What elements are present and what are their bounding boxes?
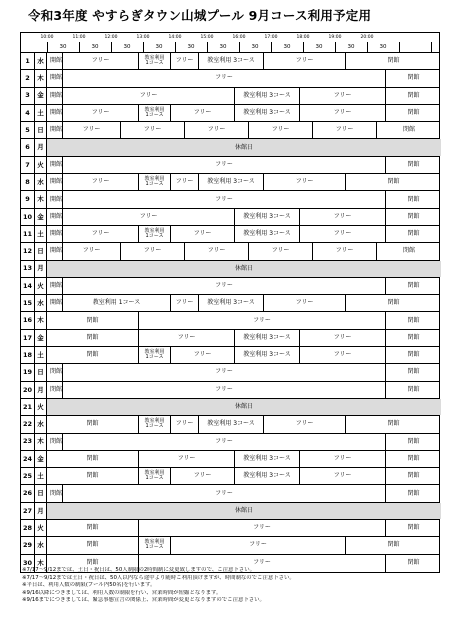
schedule-segment: フリー bbox=[63, 174, 139, 190]
note-line: ※7/17〜9/12までは土日・祝日は、50人以内なら途中より随時ご利用頂けますが、時間制なのでご注意下さい。 bbox=[22, 574, 295, 581]
schedule-segment: 教室利用 3コース bbox=[199, 53, 264, 69]
schedule-row bbox=[21, 295, 439, 312]
weekday: 水 bbox=[35, 537, 47, 553]
schedule-segment: フリー bbox=[63, 434, 386, 450]
time-header bbox=[20, 32, 440, 52]
weekday: 月 bbox=[35, 139, 47, 155]
weekday: 金 bbox=[35, 88, 47, 104]
schedule-row bbox=[21, 278, 439, 295]
schedule-segment: フリー bbox=[63, 53, 139, 69]
day-number: 23 bbox=[21, 434, 35, 450]
day-number: 3 bbox=[21, 88, 35, 104]
schedule-segment: 開館 bbox=[47, 157, 63, 173]
schedule-segment: フリー bbox=[171, 468, 235, 484]
hour-label: 12:00 bbox=[104, 35, 118, 40]
schedule-segment: フリー bbox=[171, 347, 235, 363]
day-number: 20 bbox=[21, 382, 35, 398]
segment-line: 教室利用 bbox=[144, 538, 165, 545]
schedule-segment: 閉館 bbox=[407, 351, 420, 359]
schedule-segment: 閉館 bbox=[407, 109, 420, 117]
schedule-segment: フリー bbox=[300, 105, 386, 121]
schedule-segment: フリー bbox=[300, 88, 386, 104]
day-number: 26 bbox=[21, 485, 35, 501]
schedule-segment bbox=[139, 347, 171, 363]
hour-label: 18:00 bbox=[296, 35, 310, 40]
segment-line: 1コース bbox=[145, 233, 164, 240]
schedule-segment: 閉館 bbox=[387, 178, 400, 186]
weekday: 木 bbox=[35, 312, 47, 328]
schedule-segment: 開館 bbox=[47, 122, 63, 138]
schedule-grid bbox=[20, 52, 440, 573]
schedule-segment: 閉館 bbox=[387, 57, 400, 65]
half-hour-label: 30 bbox=[123, 44, 131, 50]
segment-line: 1コース bbox=[145, 354, 164, 361]
schedule-segment: 閉館 bbox=[407, 160, 420, 168]
segment-line: 1コース bbox=[145, 60, 164, 67]
schedule-row bbox=[21, 226, 439, 243]
weekday: 日 bbox=[35, 485, 47, 501]
schedule-segment: フリー bbox=[63, 157, 386, 173]
schedule-segment: フリー bbox=[300, 347, 386, 363]
schedule-segment: フリー bbox=[185, 243, 249, 259]
schedule-segment: 閉館 bbox=[407, 316, 420, 324]
day-number: 27 bbox=[21, 503, 35, 519]
day-number: 21 bbox=[21, 399, 35, 415]
weekday: 月 bbox=[35, 261, 47, 277]
schedule-segment: 閉館 bbox=[387, 541, 400, 549]
weekday: 土 bbox=[35, 347, 47, 363]
weekday: 水 bbox=[35, 416, 47, 432]
day-number: 16 bbox=[21, 312, 35, 328]
schedule-segment bbox=[139, 105, 171, 121]
schedule-segment: 教室利用 1コース bbox=[63, 295, 171, 311]
weekday: 火 bbox=[35, 520, 47, 536]
schedule-row bbox=[21, 312, 439, 329]
weekday: 水 bbox=[35, 53, 47, 69]
hour-label: 13:00 bbox=[136, 35, 150, 40]
day-number: 13 bbox=[21, 261, 35, 277]
schedule-segment: フリー bbox=[249, 122, 313, 138]
segment-line: 1コース bbox=[145, 544, 164, 551]
weekday: 日 bbox=[35, 243, 47, 259]
schedule-segment: フリー bbox=[63, 209, 235, 225]
day-number: 7 bbox=[21, 157, 35, 173]
schedule-segment: 休館日 bbox=[47, 399, 441, 415]
schedule-segment bbox=[139, 53, 171, 69]
schedule-segment: 閉館 bbox=[407, 195, 420, 203]
schedule-segment: フリー bbox=[300, 451, 386, 467]
segment-line: 1コース bbox=[145, 475, 164, 482]
schedule-segment: フリー bbox=[63, 105, 139, 121]
schedule-row bbox=[21, 261, 439, 278]
schedule-segment: 教室利用 3コース bbox=[199, 295, 264, 311]
schedule-segment: フリー bbox=[185, 122, 249, 138]
schedule-row bbox=[21, 520, 439, 537]
schedule-segment bbox=[139, 537, 171, 553]
hour-label: 19:00 bbox=[328, 35, 342, 40]
weekday: 木 bbox=[35, 555, 47, 572]
hour-label: 20:00 bbox=[360, 35, 374, 40]
schedule-segment: フリー bbox=[139, 451, 235, 467]
schedule-segment: フリー bbox=[121, 122, 185, 138]
schedule-segment bbox=[139, 468, 171, 484]
schedule-segment: 閉館 bbox=[47, 520, 139, 536]
weekday: 土 bbox=[35, 226, 47, 242]
schedule-row bbox=[21, 347, 439, 364]
schedule-segment: フリー bbox=[264, 416, 346, 432]
schedule-segment: フリー bbox=[63, 70, 386, 86]
weekday: 日 bbox=[35, 364, 47, 380]
segment-line: 教室利用 bbox=[144, 417, 165, 424]
schedule-segment: 閉館 bbox=[47, 312, 139, 328]
schedule-segment: フリー bbox=[300, 226, 386, 242]
schedule-segment: 閉館 bbox=[407, 454, 420, 462]
schedule-segment: フリー bbox=[171, 416, 199, 432]
schedule-segment: 閉館 bbox=[407, 368, 420, 376]
schedule-segment: フリー bbox=[300, 468, 386, 484]
page-title: 令和3年度 やすらぎタウン山城プール 9月コース利用予定用 bbox=[28, 8, 372, 23]
schedule-segment: 開館 bbox=[47, 88, 63, 104]
schedule-segment: フリー bbox=[63, 364, 386, 380]
schedule-segment: 教室利用 3コース bbox=[235, 330, 300, 346]
schedule-row bbox=[21, 88, 439, 105]
schedule-segment: 開館 bbox=[47, 209, 63, 225]
day-number: 18 bbox=[21, 347, 35, 363]
schedule-segment: フリー bbox=[171, 537, 346, 553]
weekday: 木 bbox=[35, 434, 47, 450]
schedule-segment: 閉館 bbox=[402, 126, 415, 134]
schedule-row bbox=[21, 416, 439, 433]
schedule-segment: フリー bbox=[300, 330, 386, 346]
schedule-segment: 休館日 bbox=[47, 261, 441, 277]
half-hour-label: 30 bbox=[91, 44, 99, 50]
schedule-segment bbox=[139, 416, 171, 432]
hour-label: 11:00 bbox=[72, 35, 86, 40]
schedule-segment: フリー bbox=[264, 295, 346, 311]
schedule-segment: フリー bbox=[171, 174, 199, 190]
schedule-segment: フリー bbox=[63, 485, 386, 501]
schedule-segment: フリー bbox=[63, 122, 121, 138]
day-number: 4 bbox=[21, 105, 35, 121]
schedule-segment: 教室利用 3コース bbox=[235, 451, 300, 467]
schedule-segment: フリー bbox=[171, 226, 235, 242]
schedule-row bbox=[21, 70, 439, 87]
segment-line: 教室利用 bbox=[144, 175, 165, 182]
day-number: 29 bbox=[21, 537, 35, 553]
schedule-segment: 開館 bbox=[47, 243, 63, 259]
schedule-row bbox=[21, 209, 439, 226]
day-number: 8 bbox=[21, 174, 35, 190]
schedule-segment: 開館 bbox=[47, 105, 63, 121]
segment-line: 教室利用 bbox=[144, 469, 165, 476]
schedule-segment: 閉館 bbox=[47, 485, 63, 501]
weekday: 土 bbox=[35, 468, 47, 484]
schedule-segment: フリー bbox=[264, 53, 346, 69]
day-number: 24 bbox=[21, 451, 35, 467]
schedule-row bbox=[21, 330, 439, 347]
day-number: 25 bbox=[21, 468, 35, 484]
schedule-segment: 教室利用 3コース bbox=[235, 468, 300, 484]
schedule-segment: フリー bbox=[249, 243, 313, 259]
day-number: 19 bbox=[21, 364, 35, 380]
schedule-segment: 閉館 bbox=[407, 333, 420, 341]
schedule-segment: フリー bbox=[139, 520, 386, 536]
schedule-segment: 開館 bbox=[47, 295, 63, 311]
schedule-segment: 閉館 bbox=[407, 212, 420, 220]
day-number: 15 bbox=[21, 295, 35, 311]
schedule-segment: 閉館 bbox=[407, 489, 420, 497]
notes-section bbox=[22, 567, 442, 605]
segment-line: 1コース bbox=[145, 181, 164, 188]
weekday: 金 bbox=[35, 209, 47, 225]
half-hour-label: 30 bbox=[347, 44, 355, 50]
schedule-segment: 開館 bbox=[47, 53, 63, 69]
day-number: 22 bbox=[21, 416, 35, 432]
schedule-segment: 閉館 bbox=[47, 555, 139, 572]
half-hour-label: 30 bbox=[155, 44, 163, 50]
schedule-segment: 閉館 bbox=[47, 416, 139, 432]
schedule-segment: 閉館 bbox=[407, 559, 420, 567]
schedule-segment bbox=[139, 174, 171, 190]
schedule-row bbox=[21, 139, 439, 156]
schedule-segment: 閉館 bbox=[407, 385, 420, 393]
day-number: 30 bbox=[21, 555, 35, 572]
schedule-segment: 閉館 bbox=[387, 299, 400, 307]
schedule-segment bbox=[139, 226, 171, 242]
schedule-segment: フリー bbox=[139, 330, 235, 346]
schedule-row bbox=[21, 243, 439, 260]
weekday: 火 bbox=[35, 278, 47, 294]
day-number: 14 bbox=[21, 278, 35, 294]
schedule-segment: 教室利用 3コース bbox=[235, 88, 300, 104]
schedule-segment: 休館日 bbox=[47, 139, 441, 155]
day-number: 6 bbox=[21, 139, 35, 155]
schedule-row bbox=[21, 468, 439, 485]
schedule-segment: 閉館 bbox=[47, 537, 139, 553]
schedule-segment: フリー bbox=[139, 555, 386, 572]
schedule-segment: 教室利用 3コース bbox=[199, 174, 264, 190]
weekday: 木 bbox=[35, 191, 47, 207]
schedule-segment: 閉館 bbox=[47, 364, 63, 380]
schedule-segment: フリー bbox=[313, 122, 377, 138]
schedule-segment: フリー bbox=[171, 105, 235, 121]
schedule-segment: フリー bbox=[139, 312, 386, 328]
schedule-segment: 閉館 bbox=[47, 451, 139, 467]
schedule-segment: フリー bbox=[121, 243, 185, 259]
segment-line: 教室利用 bbox=[144, 348, 165, 355]
half-hour-label: 30 bbox=[219, 44, 227, 50]
schedule-segment: 開館 bbox=[47, 191, 63, 207]
schedule-segment: 閉館 bbox=[407, 437, 420, 445]
day-number: 12 bbox=[21, 243, 35, 259]
weekday: 月 bbox=[35, 382, 47, 398]
segment-line: 教室利用 bbox=[144, 106, 165, 113]
weekday: 水 bbox=[35, 295, 47, 311]
schedule-segment: 開館 bbox=[47, 226, 63, 242]
schedule-segment: フリー bbox=[63, 243, 121, 259]
note-line: ※平日は、利用人数の制限(プール内50名)を行います。 bbox=[22, 582, 156, 588]
weekday: 金 bbox=[35, 451, 47, 467]
schedule-segment: 教室利用 3コース bbox=[235, 347, 300, 363]
half-hour-label: 30 bbox=[315, 44, 323, 50]
day-number: 10 bbox=[21, 209, 35, 225]
schedule-segment: フリー bbox=[63, 88, 235, 104]
schedule-segment: 閉館 bbox=[407, 74, 420, 82]
schedule-row bbox=[21, 451, 439, 468]
day-number: 2 bbox=[21, 70, 35, 86]
schedule-segment: 閉館 bbox=[402, 247, 415, 255]
schedule-segment: 開館 bbox=[47, 174, 63, 190]
schedule-segment: フリー bbox=[63, 382, 386, 398]
schedule-row bbox=[21, 382, 439, 399]
schedule-row bbox=[21, 157, 439, 174]
hour-label: 14:00 bbox=[168, 35, 182, 40]
schedule-segment: 開館 bbox=[47, 70, 63, 86]
hour-label: 17:00 bbox=[264, 35, 278, 40]
schedule-row bbox=[21, 503, 439, 520]
day-number: 9 bbox=[21, 191, 35, 207]
schedule-segment: 休館日 bbox=[47, 503, 441, 519]
schedule-row bbox=[21, 434, 439, 451]
weekday: 火 bbox=[35, 157, 47, 173]
schedule-segment: フリー bbox=[63, 226, 139, 242]
day-number: 17 bbox=[21, 330, 35, 346]
half-hour-label: 30 bbox=[187, 44, 195, 50]
half-hour-label: 30 bbox=[283, 44, 291, 50]
weekday: 日 bbox=[35, 122, 47, 138]
schedule-segment: フリー bbox=[264, 174, 346, 190]
segment-line: 教室利用 bbox=[144, 227, 165, 234]
day-number: 5 bbox=[21, 122, 35, 138]
segment-line: 1コース bbox=[145, 112, 164, 119]
hour-label: 16:00 bbox=[232, 35, 246, 40]
schedule-row bbox=[21, 537, 439, 554]
hour-label: 15:00 bbox=[200, 35, 214, 40]
half-hour-label: 30 bbox=[59, 44, 67, 50]
hour-label: 10:00 bbox=[40, 35, 54, 40]
schedule-row bbox=[21, 364, 439, 381]
schedule-segment: フリー bbox=[171, 53, 199, 69]
schedule-segment: 教室利用 3コース bbox=[235, 209, 300, 225]
schedule-segment: フリー bbox=[63, 278, 386, 294]
schedule-segment: 教室利用 3コース bbox=[235, 105, 300, 121]
schedule-segment: フリー bbox=[313, 243, 377, 259]
schedule-segment: 教室利用 3コース bbox=[235, 226, 300, 242]
schedule-segment: 閉館 bbox=[387, 420, 400, 428]
schedule-segment: 閉館 bbox=[47, 330, 139, 346]
weekday: 月 bbox=[35, 503, 47, 519]
schedule-row bbox=[21, 399, 439, 416]
schedule-segment: 閉館 bbox=[407, 230, 420, 238]
schedule-segment: フリー bbox=[171, 295, 199, 311]
schedule-segment: 閉館 bbox=[47, 468, 139, 484]
half-hour-label: 30 bbox=[251, 44, 259, 50]
half-hour-label: 30 bbox=[379, 44, 387, 50]
schedule-segment: 閉館 bbox=[407, 472, 420, 480]
schedule-segment: 閉館 bbox=[407, 91, 420, 99]
schedule-segment: 開館 bbox=[47, 278, 63, 294]
weekday: 木 bbox=[35, 70, 47, 86]
note-line: ※7/17〜9/12までは、土日・祝日は、50人制限の2時間制に変更致しますので、ご注意下さい。 bbox=[22, 567, 255, 573]
segment-line: 1コース bbox=[145, 423, 164, 430]
note-line: ※9/16までにつきましては、緊急事態宣言の関係上、営業時間が変更となりますのでご注意下さい。 bbox=[22, 597, 265, 603]
schedule-segment: 閉館 bbox=[407, 524, 420, 532]
weekday: 水 bbox=[35, 174, 47, 190]
schedule-segment: フリー bbox=[300, 209, 386, 225]
day-number: 11 bbox=[21, 226, 35, 242]
schedule-row bbox=[21, 485, 439, 502]
note-line: ※9/16以降につきましては、利用人数の制限を行い、営業時間が短縮となります。 bbox=[22, 589, 222, 596]
weekday: 土 bbox=[35, 105, 47, 121]
schedule-row bbox=[21, 174, 439, 191]
weekday: 火 bbox=[35, 399, 47, 415]
schedule-segment: 閉館 bbox=[47, 434, 63, 450]
schedule-row bbox=[21, 191, 439, 208]
schedule-segment: 閉館 bbox=[47, 347, 139, 363]
day-number: 28 bbox=[21, 520, 35, 536]
schedule-row bbox=[21, 122, 439, 139]
schedule-row bbox=[21, 53, 439, 70]
segment-line: 教室利用 bbox=[144, 54, 165, 61]
schedule-segment: 閉館 bbox=[47, 382, 63, 398]
schedule-row bbox=[21, 105, 439, 122]
weekday: 金 bbox=[35, 330, 47, 346]
schedule-segment: 閉館 bbox=[407, 282, 420, 289]
day-number: 1 bbox=[21, 53, 35, 69]
schedule-segment: 教室利用 3コース bbox=[199, 416, 264, 432]
schedule-segment: フリー bbox=[63, 191, 386, 207]
